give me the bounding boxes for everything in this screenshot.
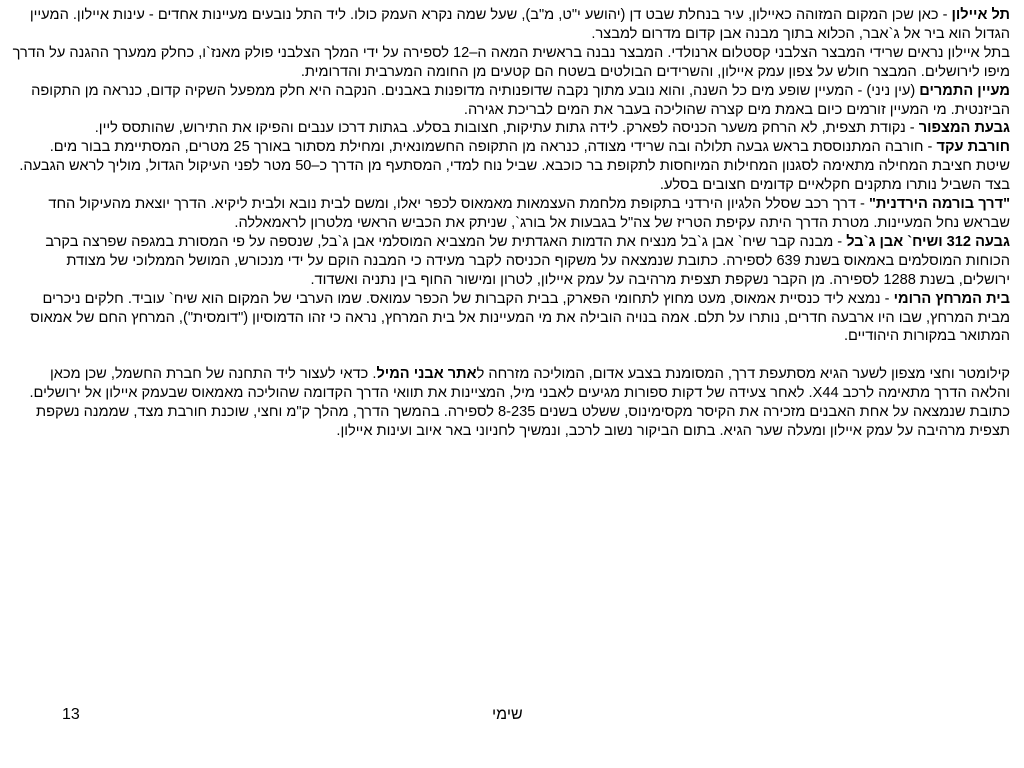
paragraph-text-before: קילומטר וחצי מצפון לשער הגיא מסתעפת דרך, המסומנת בצבע אדום, המוליכה מזרחה ל	[476, 366, 1010, 383]
paragraph-palm-spring	[12, 82, 1010, 120]
paragraph-text: (עין ניני) - המעיין שופע מים כל השנה, והוא נובע מתוך נקבה שדופנותיה מדופנות באבנים. הנקבה היא חלק ממפעל השקיה קדום, כנראה מן התקופה הביזנטית. מי המעיין זורמים כיום באמת מים קצרה שהוליכה בעבר את המים לבריכת אגירה.	[31, 82, 1010, 118]
paragraph-milestones	[12, 365, 1010, 441]
paragraph-burma-road	[12, 195, 1010, 233]
footer-author: שימי	[492, 706, 523, 723]
term-milestones-site: אתר אבני המיל	[376, 366, 477, 383]
paragraph-spacer	[12, 346, 1010, 365]
term-horvat-eked: חורבת עקד	[936, 139, 1010, 156]
term-roman-bathhouse: בית המרחץ הרומי	[893, 290, 1010, 307]
term-lookout-hill: גבעת המצפור	[918, 120, 1010, 137]
term-burma-road: "דרך בורמה הירדנית"	[868, 196, 1010, 213]
paragraph-crusader-fortress	[12, 44, 1010, 82]
term-palm-spring: מעיין התמרים	[919, 82, 1010, 99]
paragraph-text: - חורבה המתנוססת בראש גבעה תלולה ובה שרידי מצודה, כנראה מן התקופה החשמונאית, ומחילת מסתור באורך 25 מטרים, המסתיימת בבור מים. שיטת חציבת המחילה מתאימה לסגנון המחילות המיוחסות לתקופת בר כוכבא. שביל נוח למדי, המסתעף מן הדרך כ–50 מטר לפני העיקול הגדול, מוליך לראש הגבעה. בצד השביל נותרו מתקנים חקלאיים קדומים חצובים בסלע.	[19, 139, 1010, 194]
paragraph-lookout-hill	[12, 119, 1010, 138]
paragraph-horvat-eked	[12, 138, 1010, 195]
document-body	[12, 6, 1010, 441]
paragraph-tel-ayalon	[12, 6, 1010, 44]
paragraph-text: - נקודת תצפית, לא הרחק משער הכניסה לפארק. לידה גתות עתיקות, חצובות בסלע. בגתות דרכו ענבים והפיקו את התירוש, שהותסס ליין.	[94, 120, 919, 137]
page-number: 13	[62, 706, 80, 723]
paragraph-roman-bathhouse	[12, 290, 1010, 347]
term-hill-312: גבעה 312 ושיח` אבן ג`בל	[846, 233, 1010, 250]
term-tel-ayalon: תל איילון	[951, 7, 1010, 23]
paragraph-text: - כאן שכן המקום המזוהה כאיילון, עיר בנחלת שבט דן (יהושע י"ט, מ"ב), שעל שמה נקרא העמק כולו. ליד התל נובעים מעיינות אחדים - עינות איילון. המעיין הגדול הוא ביר אל ג`אבר, הכלוא בתוך מבנה אבן קדום מדרום למבצר.	[29, 7, 1010, 42]
paragraph-text: בתל איילון נראים שרידי המבצר הצלבני קסטלום ארנולדי. המבצר נבנה בראשית המאה ה–12 לספירה על ידי המלך הצלבני פולק מאנז`ו, כחלק ממערך ההגנה על הדרך מיפו לירושלים. המבצר חולש על צפון עמק איילון, והשרידים הבולטים בשטח הם קטעים מן החומה המערבית והדרומית.	[12, 44, 1010, 80]
paragraph-text-after: . כדאי לעצור ליד התחנה של חברת החשמל, שכן מכאן והלאה הדרך מתאימה לרכב X44. לאחר צעידה של דקות ספורות מגיעים לאבני מיל, המציינות את תוואי הדרך הקדומה שהוליכה מאמאוס שבעמק איילון אל ירושלים. כתובת שנמצאה על אחת האבנים מזכירה את הקיסר מקסימינוס, ששלט בשנים 8-235 לספירה. בהמשך הדרך, מהלך ק"מ וחצי, שוכנת חורבת מצד, שממנה נשקפת תצפית מרהיבה על עמק איילון ומעלה שער הגיא. בתום הביקור נשוב לרכב, ונמשיך לחניוני באר איוב ועינות איילון.	[29, 366, 1010, 439]
paragraph-text: - מבנה קבר שיח` אבן ג`בל מנציח את הדמות האגדתית של המצביא המוסלמי אבן ג`בל, שנספה על פי המסורת במגפה שפרצה בקרב הכוחות המוסלמים באמאוס בשנת 639 לספירה. כתובת שנמצאה על משקוף הכניסה לקבר מעידה כי המבנה הוקם על ידי מנכורש, המושל הממלוכי של מצודת ירושלים, בשנת 1288 לספירה. מן הקבר נשקפת תצפית מרהיבה על עמק איילון, לטרון ומישור החוף בין נתניה ואשדוד.	[45, 233, 1010, 288]
paragraph-hill-312	[12, 233, 1010, 290]
paragraph-text: - נמצא ליד כנסיית אמאוס, מעט מחוץ לתחומי הפארק, בבית הקברות של הכפר עמואס. שמו הערבי של המקום הוא שיח` עוביד. חלקים ניכרים מבית המרחץ, שבו היו ארבעה חדרים, נותרו על תלם. אמה בנויה הובילה את מי המעיינות אל בית המרחץ, נראה כי זהו הדמוסיון ("דומסית"), המרחץ החם של אמאוס המתואר במקורות היהודיים.	[30, 290, 1010, 345]
paragraph-text: - דרך רכב שסלל הלגיון הירדני בתקופת מלחמת העצמאות מאמאוס לכפר יאלו, ומשם לבית נובא ולבית ליקיא. הדרך יוצאת מהעיקול החד שבראש נחל המעיינות. מטרת הדרך היתה עקיפת הטריז של צה"ל בגבעות אל בורג`, שניתק את הכביש הראשי מלטרון לראמאללה.	[48, 196, 1010, 231]
